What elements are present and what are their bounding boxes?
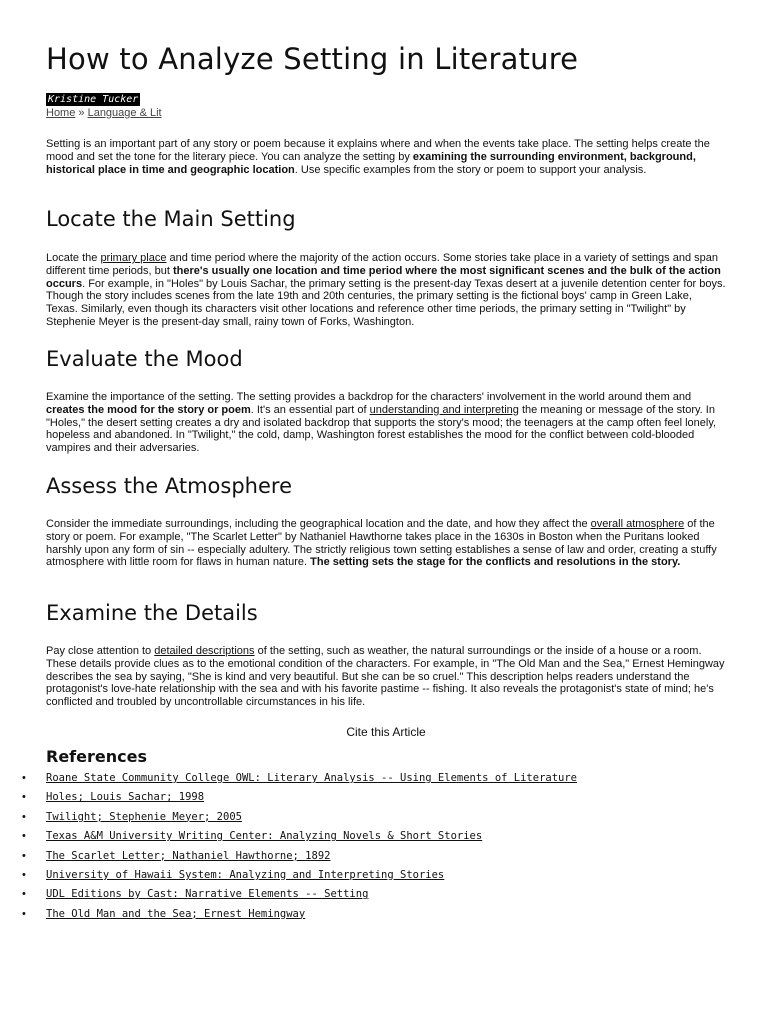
bullet-icon: •: [22, 888, 26, 901]
bullet-icon: •: [22, 907, 26, 920]
reference-item: [22, 868, 577, 888]
reference-link[interactable]: Roane State Community College OWL: Literary Analysis -- Using Elements of Literature: [46, 772, 578, 784]
reference-link[interactable]: Twilight; Stephenie Meyer; 2005: [46, 810, 242, 823]
bullet-icon: •: [22, 849, 26, 862]
reference-link[interactable]: UDL Editions by Cast: Narrative Elements -- Setting: [46, 888, 369, 901]
reference-link[interactable]: Holes; Louis Sachar; 1998: [46, 791, 205, 804]
bullet-icon: •: [22, 868, 26, 881]
understanding-link[interactable]: understanding and interpreting: [369, 403, 519, 416]
section-heading-details: Examine the Details: [46, 601, 258, 625]
detailed-descriptions-link[interactable]: detailed descriptions: [154, 645, 255, 657]
section-heading-main-setting: Locate the Main Setting: [46, 207, 296, 231]
reference-link[interactable]: The Scarlet Letter; Nathaniel Hawthorne; 1892: [46, 849, 331, 862]
page-title: How to Analyze Setting in Literature: [46, 42, 579, 76]
breadcrumb-home-link[interactable]: Home: [46, 107, 76, 119]
reference-item: [22, 810, 577, 830]
reference-item: [22, 907, 577, 927]
section-heading-mood: Evaluate the Mood: [46, 347, 243, 371]
overall-atmosphere-link[interactable]: overall atmosphere: [590, 518, 685, 530]
intro-paragraph: Setting is an important part of any story or poem because it explains where and when the events take place. The setting helps create the mood and set the tone for the literary piece. You can analyze the setting by examining the surrounding environment, background, historical place in time and geographic location. Use specific examples from the story or poem to support your analysis.: [46, 138, 710, 176]
references-list: [22, 772, 578, 927]
bullet-icon: •: [22, 810, 26, 823]
bullet-icon: •: [22, 830, 26, 843]
primary-place-link[interactable]: primary place: [100, 252, 167, 264]
reference-link[interactable]: The Old Man and the Sea; Ernest Hemingway: [46, 907, 306, 920]
reference-item: [22, 772, 578, 791]
reference-link[interactable]: Texas A&M University Writing Center: Analyzing Novels & Short Stories: [46, 830, 483, 843]
bullet-icon: •: [22, 772, 26, 784]
breadcrumb-separator: »: [75, 107, 88, 119]
breadcrumb: [46, 107, 162, 119]
bullet-icon: •: [22, 791, 26, 804]
section-paragraph-mood: Examine the importance of the setting. The setting provides a backdrop for the characters' involvement in the world around them and creates the mood for the story or poem. It's an essential part of understanding and interpreting the meaning or message of the story. In "Holes," the desert setting creates a dry and isolated backdrop that supports the story's mood; the teenagers at the camp often feel lonely, hopeless and abandoned. In "Twilight," the cold, damp, Washington forest establishes the mood for the conflict between cold-blooded vampires and their adversaries.: [46, 391, 717, 455]
cite-article-button[interactable]: Cite this Article: [346, 725, 426, 739]
reference-item: [22, 849, 577, 869]
section-paragraph-details: Pay close attention to detailed descriptions of the setting, such as weather, the natural surroundings or the inside of a house or a room. These details provide clues as to the emotional condition of the characters. For example, in "The Old Man and the Sea," Ernest Hemingway describes the sea by saying, "She is kind and very beautiful. But she can be so cruel." This description helps readers understand the protagonist's love-hate relationship with the sea and with his favorite pastime -- fishing. It also reveals the protagonist's state of mind; he's conflicted and troubled by uncontrollable circumstances in his life.: [46, 645, 725, 709]
reference-item: [22, 830, 577, 849]
reference-item: [22, 791, 577, 810]
reference-item: [22, 888, 577, 907]
breadcrumb-section-link[interactable]: Language & Lit: [87, 107, 162, 119]
references-heading: References: [46, 747, 147, 766]
section-heading-atmosphere: Assess the Atmosphere: [46, 474, 292, 498]
author-name[interactable]: Kristine Tucker: [48, 94, 139, 105]
reference-link[interactable]: University of Hawaii System: Analyzing and Interpreting Stories: [46, 868, 445, 881]
intro-emphasis: examining the surrounding environment, background, historical place in time and geographic location: [46, 150, 696, 176]
section-paragraph-atmosphere: Consider the immediate surroundings, including the geographical location and the date, and how they affect the overall atmosphere of the story or poem. For example, "The Scarlet Letter" by Nathaniel Hawthorne takes place in the 1630s in Boston when the Puritans looked harshly upon any form of sin -- especially adultery. The strictly religious town setting establishes a sense of law and order, creating a stuffy atmosphere with little room for flaws in human nature. The setting sets the stage for the conflicts and resolutions in the story.: [46, 518, 717, 569]
section-paragraph-main-setting: Locate the primary place and time period where the majority of the action occurs. Some stories take place in a variety of settings and span different time periods, but there's usually one location and time period where the most significant scenes and the bulk of the action occurs. For example, in "Holes" by Louis Sachar, the primary setting is the present-day Texas desert at a juvenile detention center for boys. Though the story includes scenes from the late 19th and 20th centuries, the primary setting is the fictional boys' camp in Green Lake, Texas. Similarly, even though its characters visit other locations and reference other time periods, the primary setting in "Twilight" by Stephenie Meyer is the present-day small, rainy town of Forks, Washington.: [46, 252, 726, 328]
